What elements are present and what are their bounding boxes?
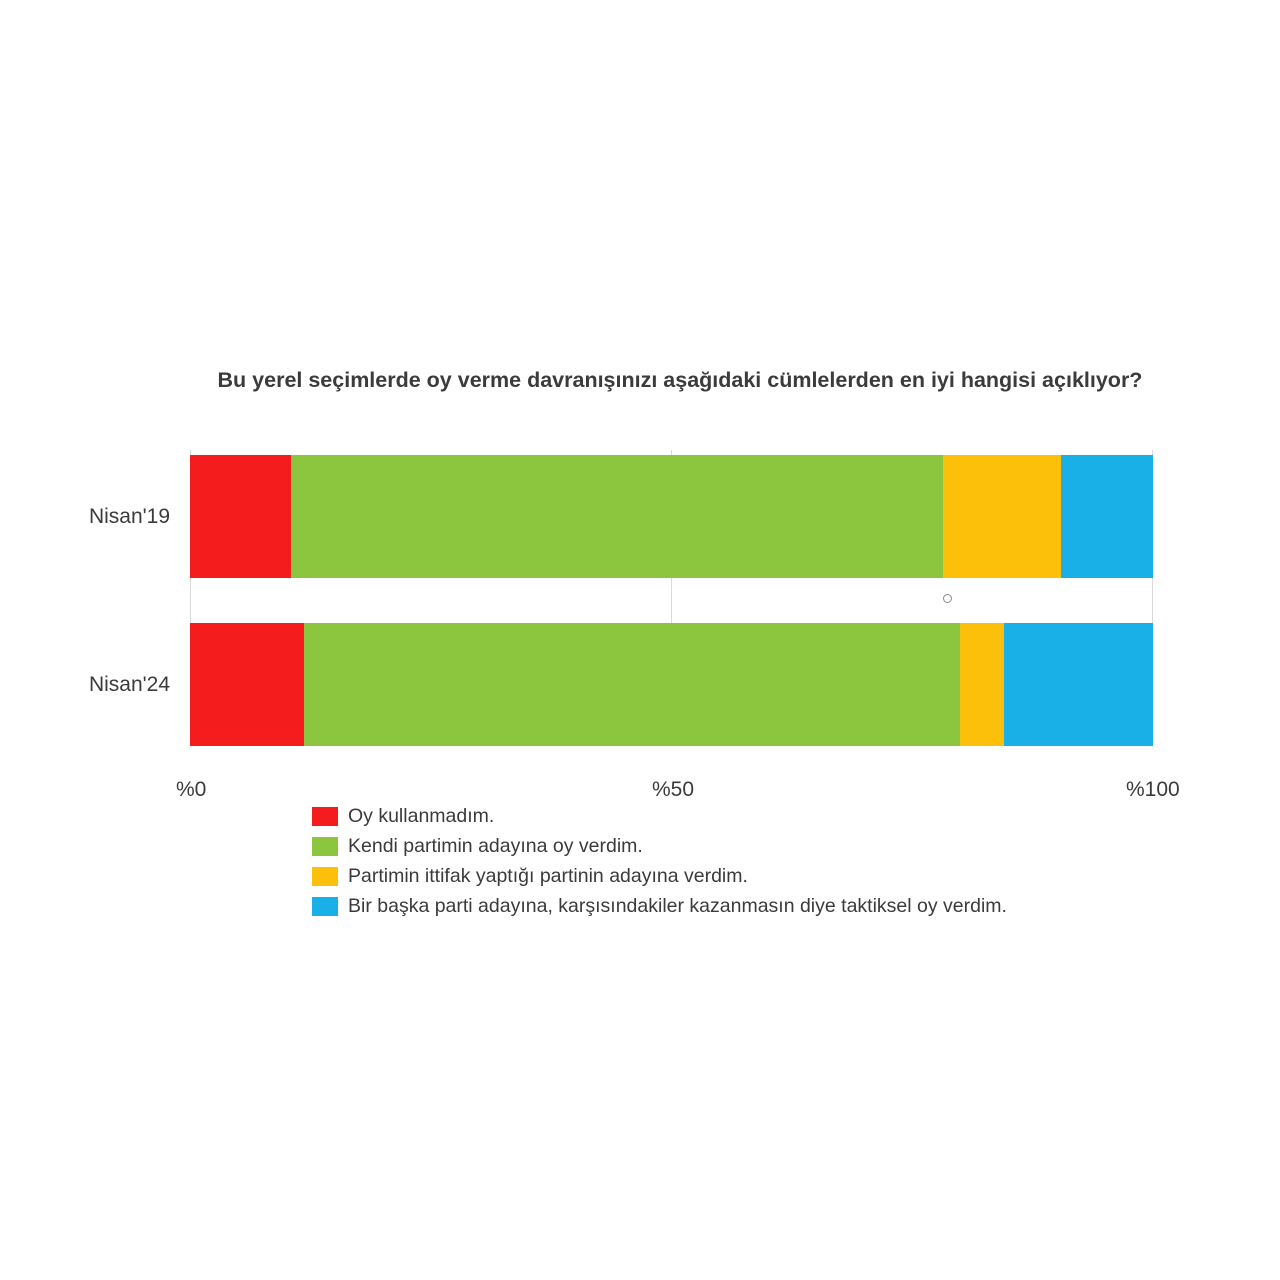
legend-label: Partimin ittifak yaptığı partinin adayına verdim.	[348, 864, 748, 887]
bar-segment-ittifak[interactable]	[943, 455, 1060, 578]
bar-segment-taktiksel[interactable]	[1004, 623, 1153, 746]
bar-segment-taktiksel[interactable]	[1061, 455, 1153, 578]
legend-item[interactable]	[312, 803, 1007, 829]
chart-legend	[312, 803, 1007, 919]
legend-label: Oy kullanmadım.	[348, 804, 495, 827]
legend-item[interactable]	[312, 893, 1007, 919]
category-label-nisan24: Nisan'24	[88, 673, 170, 696]
chart-title: Bu yerel seçimlerde oy verme davranışınızı aşağıdaki cümlelerden en iyi hangisi açıklıyor?	[217, 368, 1143, 392]
legend-item[interactable]	[312, 833, 1007, 859]
legend-item[interactable]	[312, 863, 1007, 889]
legend-swatch-icon	[312, 807, 338, 826]
bar-segment-ittifak[interactable]	[960, 623, 1003, 746]
bar-segment-kendi-partim[interactable]	[291, 455, 943, 578]
legend-label: Kendi partimin adayına oy verdim.	[348, 834, 643, 857]
legend-swatch-icon	[312, 867, 338, 886]
bar-segment-oy-kullanmadim[interactable]	[190, 455, 291, 578]
category-label-nisan19: Nisan'19	[88, 505, 170, 528]
x-tick-label-100: %100	[1126, 778, 1180, 801]
legend-swatch-icon	[312, 897, 338, 916]
bar-segment-oy-kullanmadim[interactable]	[190, 623, 304, 746]
x-tick-label-0: %0	[176, 778, 207, 801]
bar-segment-kendi-partim[interactable]	[304, 623, 961, 746]
legend-label: Bir başka parti adayına, karşısındakiler kazanmasın diye taktiksel oy verdim.	[348, 894, 1007, 917]
legend-swatch-icon	[312, 837, 338, 856]
x-tick-label-50: %50	[652, 778, 695, 801]
bar-row-nisan19	[190, 455, 1153, 578]
plot-area	[190, 450, 1153, 746]
bar-row-nisan24	[190, 623, 1153, 746]
data-point-marker-icon	[943, 594, 952, 603]
